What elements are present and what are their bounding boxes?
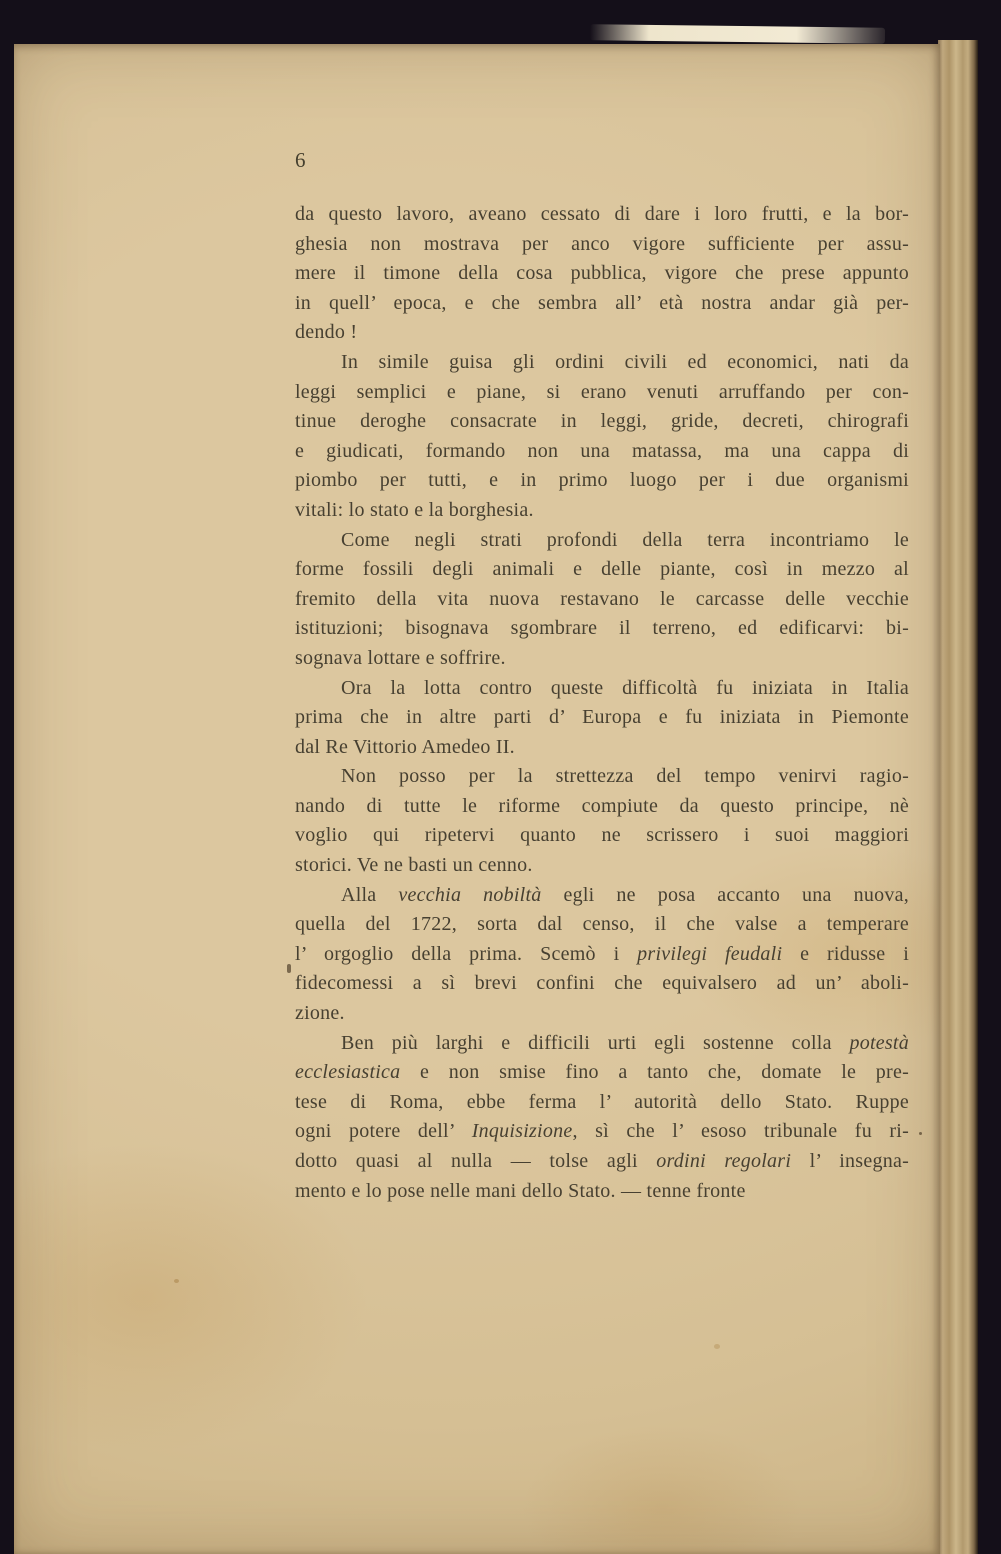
body-text: sognava lottare e soffrire. (295, 646, 506, 669)
text-line (295, 200, 909, 230)
text-line (295, 318, 909, 348)
body-text: nando di tutte le riforme compiute da questo principe, nè (295, 794, 909, 817)
italic-text: privilegi feudali (637, 942, 783, 965)
body-text: l’ orgoglio della prima. Scemò i (295, 942, 638, 965)
body-text: mere il timone della cosa pubblica, vigore che prese appunto (295, 262, 909, 285)
paragraph (295, 1029, 909, 1207)
body-text: voglio qui ripetervi quanto ne scrissero i suoi maggiori (295, 824, 909, 847)
text-line (295, 437, 909, 467)
paragraph (295, 762, 909, 880)
body-text: fidecomessi a sì brevi confini che equivalsero ad un’ aboli- (295, 972, 909, 995)
body-text: e ridusse i (782, 942, 910, 965)
text-line (295, 644, 909, 674)
text-line (295, 999, 909, 1029)
book-page-paper (14, 44, 940, 1554)
text-line (295, 851, 909, 881)
body-text: piombo per tutti, e in primo luogo per i due organismi (295, 469, 909, 492)
text-line (295, 230, 909, 260)
book-fore-edge (938, 40, 978, 1554)
body-text: Ben più larghi e difficili urti egli sostenne colla (341, 1031, 850, 1054)
italic-text: ecclesiastica (295, 1061, 401, 1084)
body-text: da questo lavoro, aveano cessato di dare i loro frutti, e la bor- (295, 203, 909, 225)
body-text: Alla (341, 883, 399, 906)
text-line (295, 555, 909, 585)
body-text: dal Re Vittorio Amedeo II. (295, 735, 515, 758)
body-text: Come negli strati profondi della terra incontriamo le (341, 528, 909, 551)
text-line (295, 289, 909, 319)
text-line (295, 378, 909, 408)
text-line (295, 614, 909, 644)
body-text: mento e lo pose nelle mani dello Stato. — tenne fronte (295, 1179, 746, 1202)
body-text: forme fossili degli animali e delle piante, così in mezzo al (295, 558, 909, 581)
italic-text: potestà (849, 1031, 909, 1054)
body-text: fremito della vita nuova restavano le carcasse delle vecchie (295, 587, 909, 610)
text-line (295, 674, 909, 704)
paragraph (295, 526, 909, 674)
body-text: e non smise fino a tanto che, domate le pre- (400, 1061, 909, 1084)
text-line (295, 259, 909, 289)
page-content (295, 148, 909, 1206)
body-text: storici. Ve ne basti un cenno. (295, 854, 533, 877)
text-line (295, 762, 909, 792)
paragraph (295, 200, 909, 348)
paper-speck (919, 1132, 922, 1135)
body-text: Ora la lotta contro queste difficoltà fu iniziata in Italia (341, 676, 909, 699)
text-line (295, 821, 909, 851)
body-text: , sì che l’ esoso tribunale fu ri- (572, 1120, 909, 1143)
body-text: leggi semplici e piane, si erano venuti arruffando per con- (295, 380, 909, 403)
text-line (295, 910, 909, 940)
paragraph (295, 674, 909, 763)
body-text: ghesia non mostrava per anco vigore sufficiente per assu- (295, 232, 909, 255)
page-number: 6 (295, 148, 306, 172)
text-line (295, 1117, 909, 1147)
body-text: In simile guisa gli ordini civili ed economici, nati da (341, 350, 909, 373)
body-text: dendo ! (295, 321, 358, 344)
text-line (295, 703, 909, 733)
paragraph (295, 348, 909, 526)
text-line (295, 466, 909, 496)
text-line (295, 792, 909, 822)
body-text: tinue deroghe consacrate in leggi, gride, decreti, chirografi (295, 410, 909, 433)
body-text: tese di Roma, ebbe ferma l’ autorità dello Stato. Ruppe (295, 1090, 909, 1113)
page-top-edge-highlight (590, 24, 885, 44)
text-line (295, 1088, 909, 1118)
text-line (295, 496, 909, 526)
body-text: dotto quasi al nulla — tolse agli (295, 1150, 657, 1172)
body-text: zione. (295, 1002, 345, 1025)
body-text: e giudicati, formando non una matassa, ma una cappa di (295, 439, 909, 462)
text-line (295, 733, 909, 763)
text-line (295, 940, 909, 970)
text-line (295, 585, 909, 615)
text-line (295, 1058, 909, 1088)
text-line (295, 1147, 909, 1177)
italic-text: Inquisizione (471, 1120, 573, 1143)
text-line (295, 1029, 909, 1059)
body-text: Non posso per la strettezza del tempo venirvi ragio- (341, 765, 909, 788)
text-line (295, 348, 909, 378)
body-text: quella del 1722, sorta dal censo, il che valse a temperare (295, 913, 909, 936)
text-line (295, 881, 909, 911)
italic-text: vecchia nobiltà (398, 883, 542, 906)
body-text: ogni potere dell’ (295, 1120, 472, 1143)
text-line (295, 1177, 909, 1207)
body-text: istituzioni; bisognava sgombrare il terreno, ed edificarvi: bi- (295, 617, 909, 640)
text-line (295, 526, 909, 556)
text-line (295, 407, 909, 437)
body-text: in quell’ epoca, e che sembra all’ età nostra andar già per- (295, 291, 909, 314)
italic-text: ordini regolari (656, 1150, 792, 1172)
paragraph (295, 881, 909, 1029)
body-text: egli ne posa accanto una nuova, (541, 883, 909, 906)
body-text: vitali: lo stato e la borghesia. (295, 498, 534, 521)
body-text: l’ insegna- (791, 1150, 909, 1172)
text-line (295, 969, 909, 999)
paper-stain (714, 1344, 720, 1349)
body-text: prima che in altre parti d’ Europa e fu iniziata in Piemonte (295, 706, 909, 729)
paper-speck (287, 964, 291, 973)
text-block (295, 200, 909, 1206)
paper-stain (174, 1279, 179, 1283)
